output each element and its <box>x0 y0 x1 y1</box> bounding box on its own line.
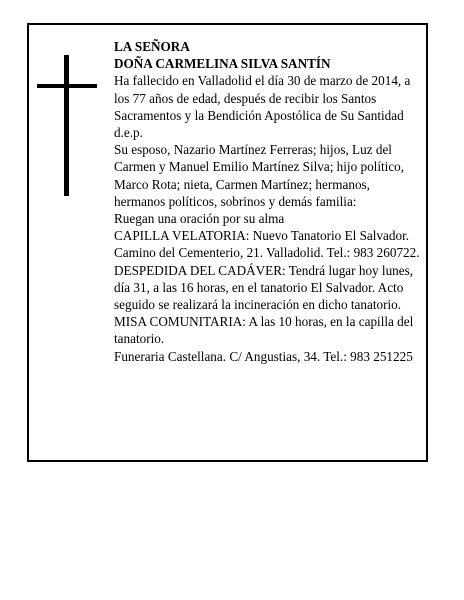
death-announcement: Ha fallecido en Valladolid el día 30 de marzo de 2014, a los 77 años de edad, después de recibir los Santos Sacramentos y la Bendición Apostólica de Su Santidad d.e.p. <box>114 73 411 141</box>
farewell-info: DESPEDIDA DEL CADÁVER: Tendrá lugar hoy lunes, día 31, a las 16 horas, en el tanatorio El Salvador. Acto seguido se realizará la incineración en dicho tanatorio. <box>114 262 414 313</box>
prayer-request: Ruegan una oración por su alma <box>114 211 285 227</box>
deceased-name: DOÑA CARMELINA SILVA SANTÍN <box>114 56 331 72</box>
chapel-info: CAPILLA VELATORIA: Nuevo Tanatorio El Salvador. Camino del Cementerio, 21. Valladolid. Tel.: 983 260722. <box>114 228 420 261</box>
obituary-text-block <box>114 38 424 365</box>
cross-vertical-bar <box>64 55 69 196</box>
mass-info: MISA COMUNITARIA: A las 10 horas, en la capilla del tanatorio. <box>114 314 414 347</box>
cross-horizontal-bar <box>37 84 97 88</box>
family-list: Su esposo, Nazario Martínez Ferreras; hijos, Luz del Carmen y Manuel Emilio Martínez Silva; hijo político, Marco Rota; nieta, Carmen Martínez; hermanos, hermanos políticos, sobrinos y demás familia: <box>114 142 405 209</box>
obituary-title: LA SEÑORA <box>114 39 190 54</box>
funeral-home-info: Funeraria Castellana. C/ Angustias, 34. Tel.: 983 251225 <box>114 348 413 364</box>
